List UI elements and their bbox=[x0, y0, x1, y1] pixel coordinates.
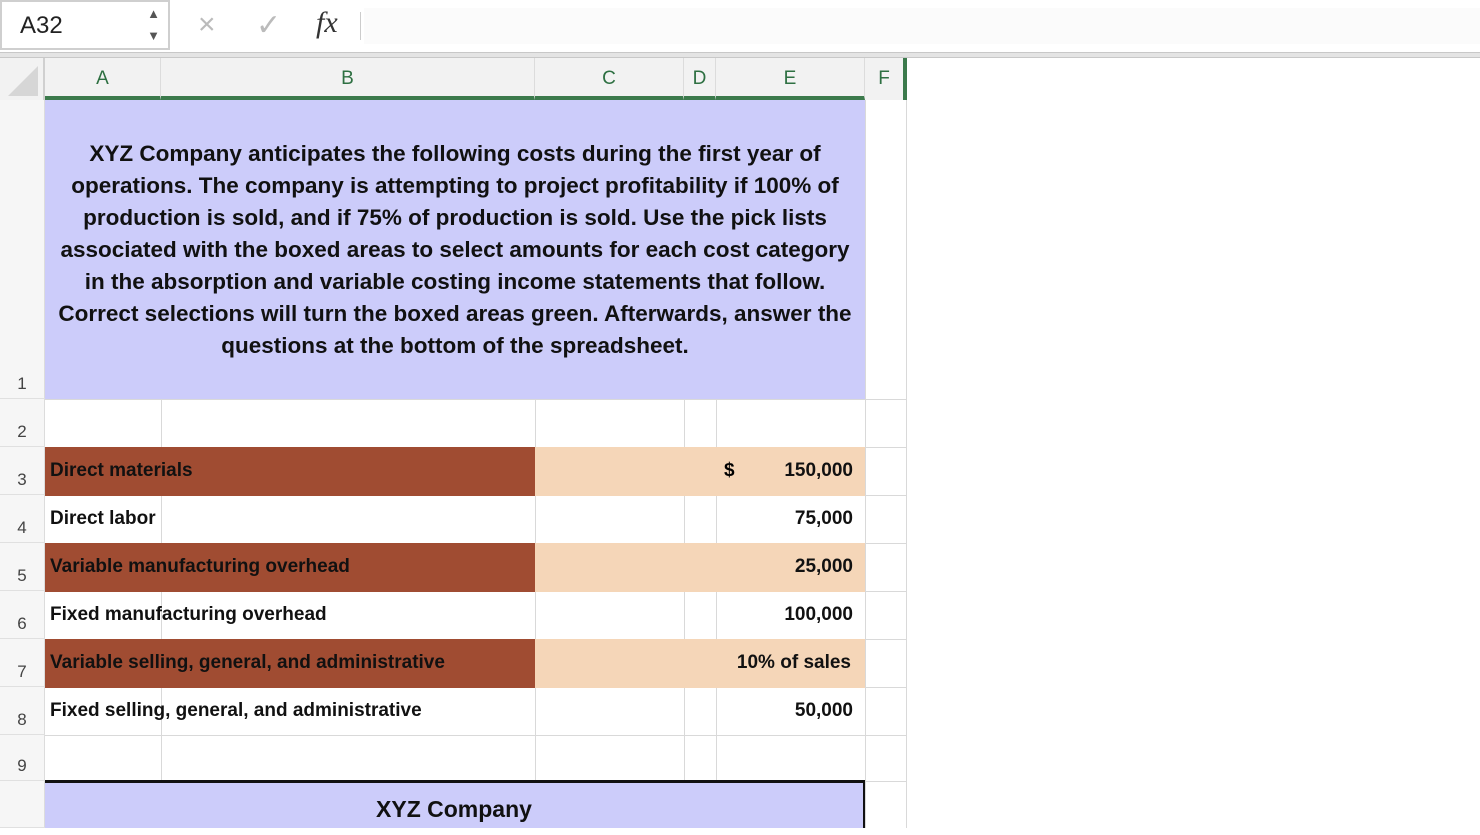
cancel-icon[interactable]: × bbox=[198, 8, 216, 41]
currency-symbol: $ bbox=[724, 460, 735, 481]
instructions-cell[interactable]: XYZ Company anticipates the following costs during the first year of operations. The company is attempting to project profitability if 100% of production is sold, and if 75% of production is sold. Use the pick lists associated with the boxed areas to select amounts for each cost category in the absorption and variable costing income statements that follow. Correct selections will turn the boxed areas green. Afterwards, answer the questions at the bottom of the spreadsheet. bbox=[45, 100, 865, 399]
fx-icon[interactable]: fx bbox=[316, 6, 338, 39]
row-number: 9 bbox=[17, 756, 27, 775]
row-header-5[interactable] bbox=[0, 543, 45, 591]
name-box[interactable] bbox=[0, 0, 170, 50]
row-number: 1 bbox=[17, 374, 27, 393]
cost-amount-direct-materials[interactable]: 150,000 bbox=[784, 460, 853, 481]
gridline bbox=[906, 100, 907, 828]
formula-bar bbox=[172, 0, 1480, 52]
gridline bbox=[45, 399, 907, 400]
row-header-6[interactable] bbox=[0, 591, 45, 639]
cost-amount-direct-labor[interactable]: 75,000 bbox=[794, 508, 853, 529]
cost-amount-fixed-sga[interactable]: 50,000 bbox=[794, 700, 853, 721]
row-number: 2 bbox=[17, 422, 27, 441]
divider bbox=[360, 12, 361, 40]
statement-header[interactable]: XYZ Company bbox=[45, 780, 865, 828]
row-header-9[interactable] bbox=[0, 735, 45, 781]
row-header-4[interactable] bbox=[0, 495, 45, 543]
column-header-d[interactable]: D bbox=[684, 58, 716, 100]
up-arrow-icon[interactable]: ▲ bbox=[147, 6, 160, 21]
name-box-value: A32 bbox=[20, 12, 63, 39]
row-header-2[interactable] bbox=[0, 399, 45, 447]
down-arrow-icon[interactable]: ▼ bbox=[147, 28, 160, 43]
column-header-a[interactable]: A bbox=[45, 58, 161, 100]
cost-amount-variable-mfg-overhead[interactable]: 25,000 bbox=[794, 556, 853, 577]
cost-label-fixed-mfg-overhead[interactable]: Fixed manufacturing overhead bbox=[50, 604, 327, 625]
row-number: 7 bbox=[17, 662, 27, 681]
row-number: 5 bbox=[17, 566, 27, 585]
row-header-8[interactable] bbox=[0, 687, 45, 735]
cost-label-fixed-sga[interactable]: Fixed selling, general, and administrative bbox=[50, 700, 422, 721]
cost-label-direct-materials[interactable]: Direct materials bbox=[50, 460, 193, 481]
gridline bbox=[45, 735, 907, 736]
column-header-e[interactable]: E bbox=[716, 58, 865, 100]
select-all-button[interactable] bbox=[0, 58, 45, 100]
column-header-f[interactable]: F bbox=[865, 58, 907, 100]
enter-icon[interactable]: ✓ bbox=[256, 9, 282, 42]
row-header-1[interactable] bbox=[0, 100, 45, 399]
row-number: 3 bbox=[17, 470, 27, 489]
row-header-10[interactable] bbox=[0, 781, 45, 828]
cost-label-direct-labor[interactable]: Direct labor bbox=[50, 508, 156, 529]
formula-input[interactable] bbox=[364, 8, 1480, 44]
cost-amount-fixed-mfg-overhead[interactable]: 100,000 bbox=[784, 604, 853, 625]
row-header-3[interactable] bbox=[0, 447, 45, 495]
row-number: 8 bbox=[17, 710, 27, 729]
cost-amount-variable-sga[interactable]: 10% of sales bbox=[736, 652, 851, 673]
cost-label-variable-mfg-overhead[interactable]: Variable manufacturing overhead bbox=[50, 556, 350, 577]
row-number: 6 bbox=[17, 614, 27, 633]
column-header-b[interactable]: B bbox=[161, 58, 535, 100]
row-number: 4 bbox=[17, 518, 27, 537]
cost-label-variable-sga[interactable]: Variable selling, general, and administrative bbox=[50, 652, 445, 673]
column-header-c[interactable]: C bbox=[535, 58, 684, 100]
gridline bbox=[865, 100, 866, 828]
row-header-7[interactable] bbox=[0, 639, 45, 687]
